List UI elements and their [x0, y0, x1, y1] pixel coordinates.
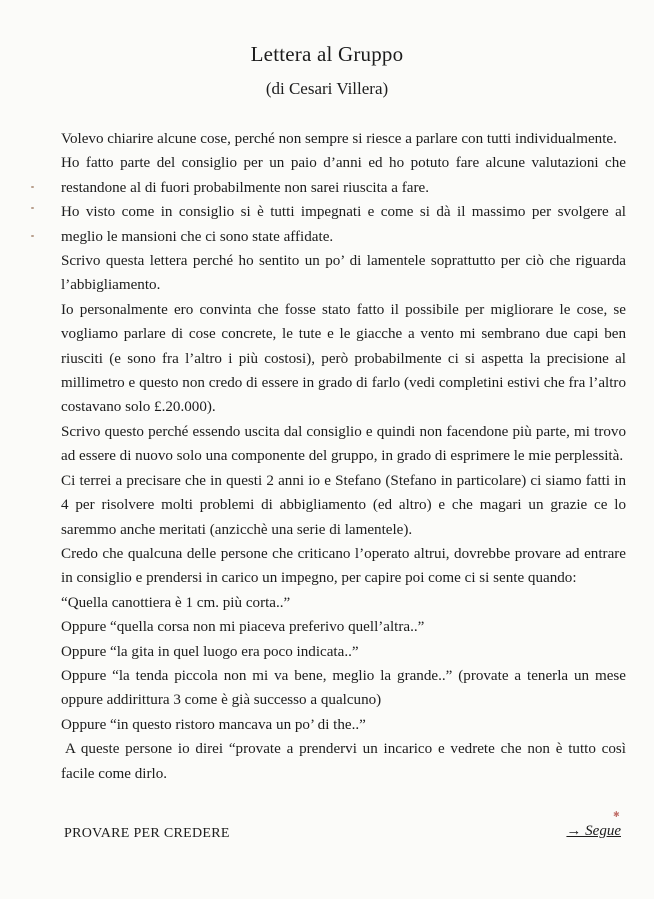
paragraph: A queste persone io direi “provate a prendervi un incarico e vedrete che non è tutto così facile come dirlo.	[61, 741, 626, 782]
author-line: (di Cesari Villera)	[265, 79, 389, 98]
continue-link[interactable]: → Segue	[566, 823, 621, 839]
quote-line: Oppure “la tenda piccola non mi va bene, meglio la grande..” (provate a tenerla un mese oppure addirittura 3 come è già successo a qualcuno)	[61, 667, 626, 709]
quote-line: Oppure “quella corsa non mi piaceva preferivo quell’altra..”	[61, 619, 425, 636]
paragraph: Credo che qualcuna delle persone che criticano l’operato altrui, dovrebbe provare ad entrare in consiglio e prendersi in carico un impegno, per capire poi come ci si sente quando:	[61, 545, 626, 587]
quote-line: “Quella canottiera è 1 cm. più corta..”	[61, 594, 291, 611]
margin-mark	[31, 235, 34, 237]
margin-mark	[31, 186, 34, 188]
paragraph: Volevo chiarire alcune cose, perché non sempre si riesce a parlare con tutti individualmente.	[61, 131, 617, 147]
paragraph: Scrivo questo perché essendo uscita dal consiglio e quindi non facendone più parte, mi trovo ad essere di nuovo solo una componente del gruppo, in grado di esprimere le mie perplessità.	[61, 423, 626, 465]
paragraph: Ho visto come in consiglio si è tutti impegnati e come si dà il massimo per svolgere al meglio le mansioni che ci sono state affidate.	[61, 204, 626, 245]
page-title: Lettera al Gruppo	[250, 42, 404, 66]
star-icon: ✱	[613, 810, 620, 819]
paragraph: Ho fatto parte del consiglio per un paio d’anni ed ho potuto fare alcune valutazioni che restandone al di fuori probabilmente non sarei riuscita a fare.	[61, 155, 626, 196]
closing-line: PROVARE PER CREDERE	[64, 826, 230, 841]
paragraph: Ci terrei a precisare che in questi 2 anni io e Stefano (Stefano in particolare) ci siamo fatti in 4 per risolvere molti problemi di abbigliamento (ed altro) e che magari un grazie ce lo saremmo anche meritati (anzicchè una serie di lamentele).	[61, 472, 626, 538]
quote-line: Oppure “la gita in quel luogo era poco indicata..”	[61, 643, 359, 660]
paragraph: Scrivo questa lettera perché ho sentito un po’ di lamentele soprattutto per ciò che riguarda l’abbigliamento.	[61, 253, 626, 294]
paragraph: Io personalmente ero convinta che fosse stato fatto il possibile per migliorare le cose, se vogliamo parlare di cose concrete, le tute e le giacche a vento mi sembrano due capi ben riusciti (e sono fra l’altro i più costosi), però probabilmente ci si aspetta la precisione al millimetro e questo non credo di essere in grado di farlo (vedi completini estivi che fra l’altro costavano solo £.20.000).	[61, 301, 626, 416]
margin-mark	[31, 207, 34, 209]
quote-line: Oppure “in questo ristoro mancava un po’ di the..”	[61, 716, 366, 733]
letter-body	[61, 127, 626, 786]
